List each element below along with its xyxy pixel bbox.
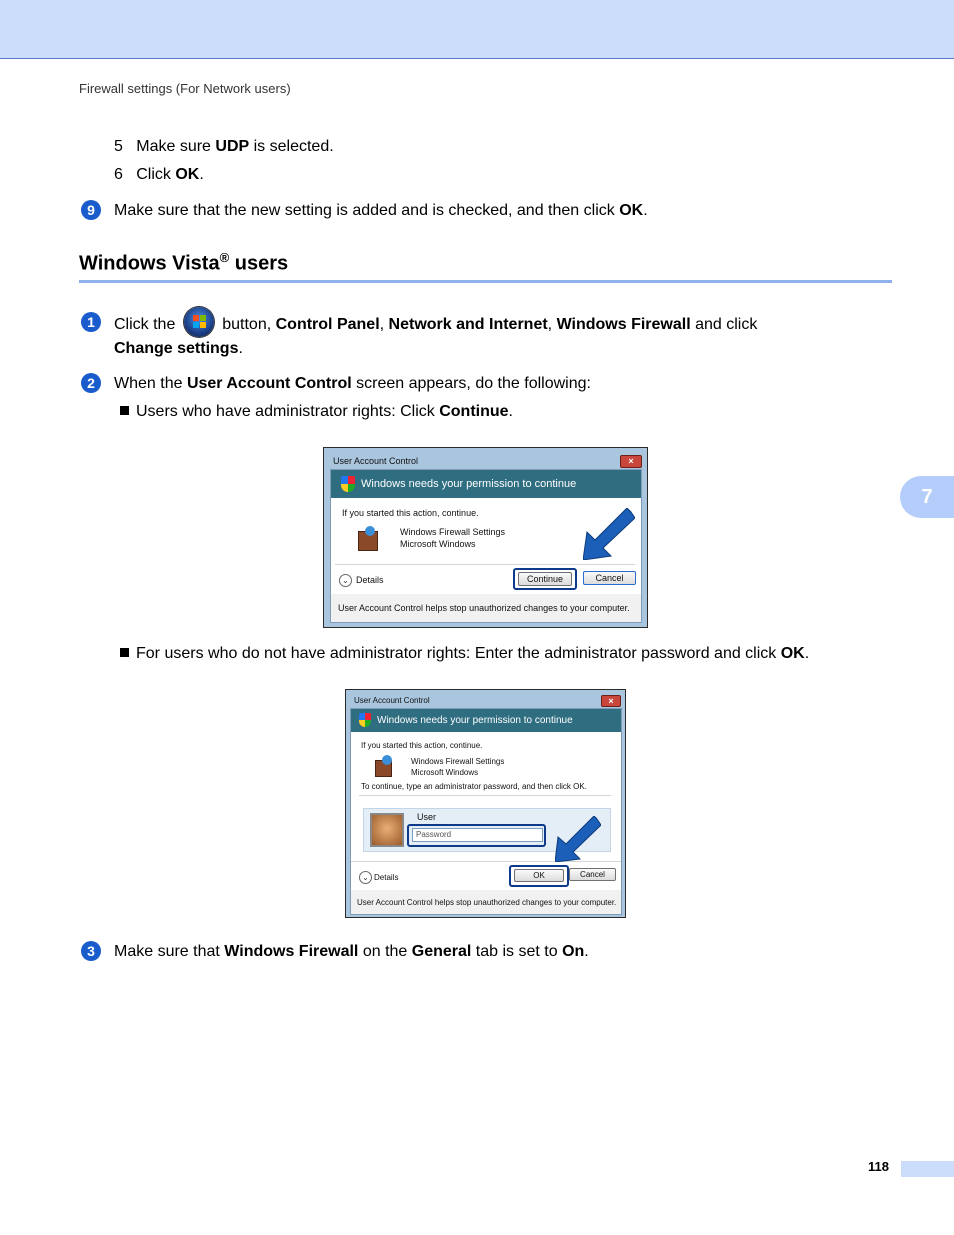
step-1-network: Network and Internet [388,316,548,334]
dialog-heading-bar [351,709,621,732]
program-name: Windows Firewall Settings [411,757,505,766]
user-avatar [370,813,404,847]
step-9-bold: OK [619,202,644,219]
step-6 [114,165,204,185]
dialog-footer-text: User Account Control helps stop unauthorized changes to your computer. [357,898,617,907]
step-1-text-a: Click the [114,316,180,334]
publisher-name: Microsoft Windows [400,539,476,549]
dialog-line2: To continue, type an administrator password, and then click OK. [361,782,587,791]
step-5-end: is selected. [249,138,334,155]
step-9-marker: 9 [81,200,101,220]
shield-icon [359,713,371,727]
arrow-pointer-icon [555,816,601,862]
page-number-bar [901,1161,954,1177]
step-1-line1 [114,313,757,337]
chevron-down-icon[interactable]: ⌄ [359,871,372,884]
details-toggle[interactable]: Details [356,575,384,585]
dialog-line1: If you started this action, continue. [342,508,479,518]
bullet-nonadmin-end: . [804,645,810,662]
step-2-marker: 2 [81,373,101,393]
step-5 [114,137,334,157]
step-5-number: 5 [114,138,123,155]
firewall-icon [375,760,392,777]
page-number: 118 [868,1159,889,1174]
dialog-heading: Windows needs your permission to continue [377,715,573,726]
step-2-text-a: When the [114,375,187,392]
heading-rule [79,280,892,283]
step-3-line [114,942,589,962]
step-1-marker: 1 [81,312,101,332]
bullet-nonadmin-text: For users who do not have administrator rights: Enter the administrator password and click [136,645,781,662]
section-title-part1: Windows Vista [79,252,220,275]
chevron-down-icon[interactable]: ⌄ [339,574,352,587]
bullet-admin-end: . [508,403,513,420]
dialog-line1: If you started this action, continue. [361,741,483,750]
dialog-heading-bar [331,470,641,498]
step-1-end: . [238,340,243,357]
step-2-line [114,374,591,394]
step-5-bold: UDP [215,138,250,155]
step-1-text-h: and click [690,316,758,334]
step-5-text: Make sure [136,138,216,155]
step-1-control-panel: Control Panel [275,316,380,334]
step-6-text: Click [136,166,176,183]
step-1-text-b: button, [217,316,276,334]
step-6-bold: OK [175,166,200,183]
step-3-general: General [411,943,472,960]
details-toggle[interactable]: Details [374,873,399,882]
step-6-end: . [199,166,204,183]
ok-button[interactable]: OK [514,869,564,882]
step-3-text-c: on the [358,943,412,960]
step-1-comma2: , [547,316,557,334]
bullet-admin-continue: Continue [439,403,509,420]
cancel-button[interactable]: Cancel [583,571,636,585]
bullet-square-icon [120,406,129,415]
publisher-name: Microsoft Windows [411,768,479,777]
step-1-change-settings: Change settings [114,340,239,357]
close-icon[interactable]: × [620,455,642,468]
cancel-button[interactable]: Cancel [569,868,616,881]
program-name: Windows Firewall Settings [400,527,506,537]
bullet-square-icon [120,648,129,657]
step-3-text-a: Make sure that [114,943,225,960]
separator [359,795,611,796]
step-3-end: . [584,943,589,960]
arrow-pointer-icon [583,508,635,560]
bullet-admin [120,402,513,422]
dialog-body [330,469,642,623]
step-9-text: Make sure that the new setting is added and is checked, and then click [114,202,620,219]
step-6-number: 6 [114,166,123,183]
close-icon[interactable]: × [601,695,621,707]
dialog-heading: Windows needs your permission to continue [361,478,577,490]
uac-dialog-admin [323,447,648,628]
shield-icon [341,476,355,492]
uac-dialog-password [345,689,626,918]
firewall-icon [358,531,378,551]
step-1-line2 [114,339,243,359]
step-1-firewall: Windows Firewall [556,316,691,334]
dialog-body [350,708,622,915]
separator [335,564,635,565]
step-3-text-e: tab is set to [471,943,563,960]
header-band [0,0,954,59]
registered-mark: ® [219,250,230,265]
continue-button[interactable]: Continue [518,572,572,586]
user-label: User [417,812,437,822]
step-3-on: On [562,943,585,960]
section-title-part2: users [229,252,289,275]
bullet-admin-text: Users who have administrator rights: Click [136,403,440,420]
step-3-firewall: Windows Firewall [224,943,359,960]
step-9-end: . [643,202,648,219]
bullet-nonadmin [120,644,809,664]
dialog-title: User Account Control [354,696,430,705]
dialog-footer-text: User Account Control helps stop unauthorized changes to your computer. [338,603,630,613]
step-3-marker: 3 [81,941,101,961]
bullet-nonadmin-ok: OK [780,645,805,662]
step-2-text-c: screen appears, do the following: [351,375,591,392]
running-title: Firewall settings (For Network users) [79,81,291,96]
step-9 [114,201,648,221]
dialog-title: User Account Control [333,456,419,466]
step-1-comma1: , [379,316,389,334]
step-2-uac: User Account Control [186,375,352,392]
windows-start-icon [184,307,214,337]
password-input[interactable]: Password [412,828,543,842]
chapter-tab: 7 [900,476,954,518]
section-heading [79,250,288,276]
